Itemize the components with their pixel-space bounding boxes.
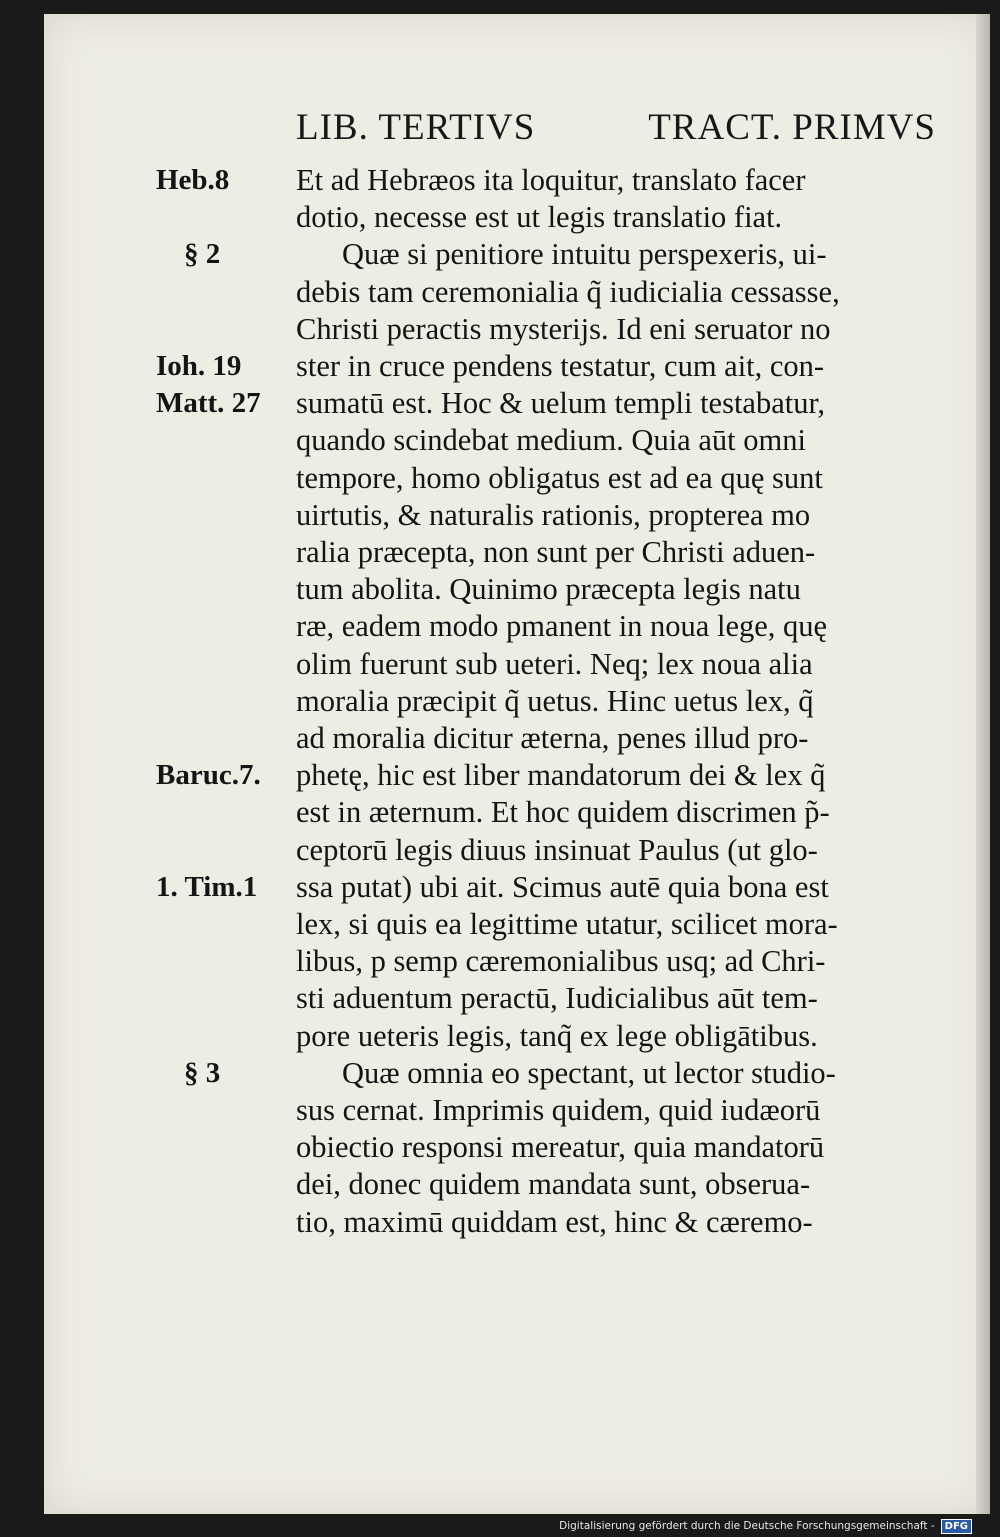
running-header xyxy=(296,106,936,149)
header-right: TRACT. PRIMVS xyxy=(648,107,936,148)
book-page xyxy=(44,14,990,1514)
margin-reference: Heb.8 xyxy=(156,164,230,196)
footer-credit xyxy=(559,1517,972,1535)
text-line: Et ad Hebræos ita loquitur, translato facer xyxy=(296,163,806,197)
text-line: Christi peractis mysterijs. Id eni seruator no xyxy=(296,311,831,346)
text-line: uirtutis, & naturalis rationis, propterea mo xyxy=(296,497,811,532)
section-mark: § 2 xyxy=(184,238,221,271)
text-line: dei, donec quidem mandata sunt, obserua- xyxy=(296,1167,811,1202)
text-line: ceptorū legis diuus insinuat Paulus (ut glo- xyxy=(296,832,818,867)
text-line: debis tam ceremonialia q̃ iudicialia cessasse, xyxy=(296,274,840,309)
text-line: tempore, homo obligatus est ad ea quę sunt xyxy=(296,460,823,495)
text-line: lex, si quis ea legittime utatur, scilicet mora- xyxy=(296,907,838,941)
text-line: ræ, eadem modo pmanent in noua lege, quę xyxy=(296,609,828,644)
margin-reference: Baruc.7. xyxy=(156,759,261,792)
text-line: obiectio responsi mereatur, quia mandatorū xyxy=(296,1130,825,1165)
text-line: pore ueteris legis, tanq̃ ex lege obligātibus. xyxy=(296,1018,818,1053)
text-line: phetę, hic est liber mandatorum dei & lex q̃ xyxy=(296,758,826,793)
footer-text: Digitalisierung gefördert durch die Deutsche Forschungsgemeinschaft - xyxy=(559,1520,935,1532)
text-line: sti aduentum peractū, Iudicialibus aūt tem- xyxy=(296,981,818,1016)
section-mark: § 3 xyxy=(184,1056,221,1089)
text-line: sumatū est. Hoc & uelum templi testabatur, xyxy=(296,386,826,421)
text-line: sus cernat. Imprimis quidem, quid iudæorū xyxy=(296,1093,821,1127)
header-left: LIB. TERTIVS xyxy=(296,107,536,148)
text-line: ssa putat) ubi ait. Scimus autē quia bona est xyxy=(296,869,829,904)
page-gutter xyxy=(976,14,990,1514)
text-line: libus, p semp cæremonialibus usq; ad Chri- xyxy=(296,944,826,979)
text-line: moralia præcipit q̃ uetus. Hinc uetus lex, q̃ xyxy=(296,683,814,718)
text-line: tum abolita. Quinimo præcepta legis natu xyxy=(296,572,801,607)
text-line: Quæ omnia eo spectant, ut lector studio- xyxy=(342,1055,836,1090)
margin-reference: Ioh. 19 xyxy=(156,350,242,382)
text-line: ad moralia dicitur æterna, penes illud pro- xyxy=(296,721,809,755)
text-line: quando scindebat medium. Quia aūt omni xyxy=(296,423,806,458)
text-line: dotio, necesse est ut legis translatio fiat. xyxy=(296,200,783,235)
dfg-logo: DFG xyxy=(941,1519,972,1534)
text-line: ralia præcepta, non sunt per Christi aduen- xyxy=(296,535,816,569)
text-line: olim fuerunt sub ueteri. Neq; lex noua alia xyxy=(296,646,813,681)
margin-reference: Matt. 27 xyxy=(156,387,261,420)
text-line: tio, maximū quiddam est, hinc & cæremo- xyxy=(296,1204,813,1239)
margin-reference: 1. Tim.1 xyxy=(156,870,258,903)
text-line: Quæ si penitiore intuitu perspexeris, ui- xyxy=(342,237,827,272)
text-line: est in æternum. Et hoc quidem discrimen p̃- xyxy=(296,795,830,830)
text-line: ster in cruce pendens testatur, cum ait, con- xyxy=(296,349,825,383)
